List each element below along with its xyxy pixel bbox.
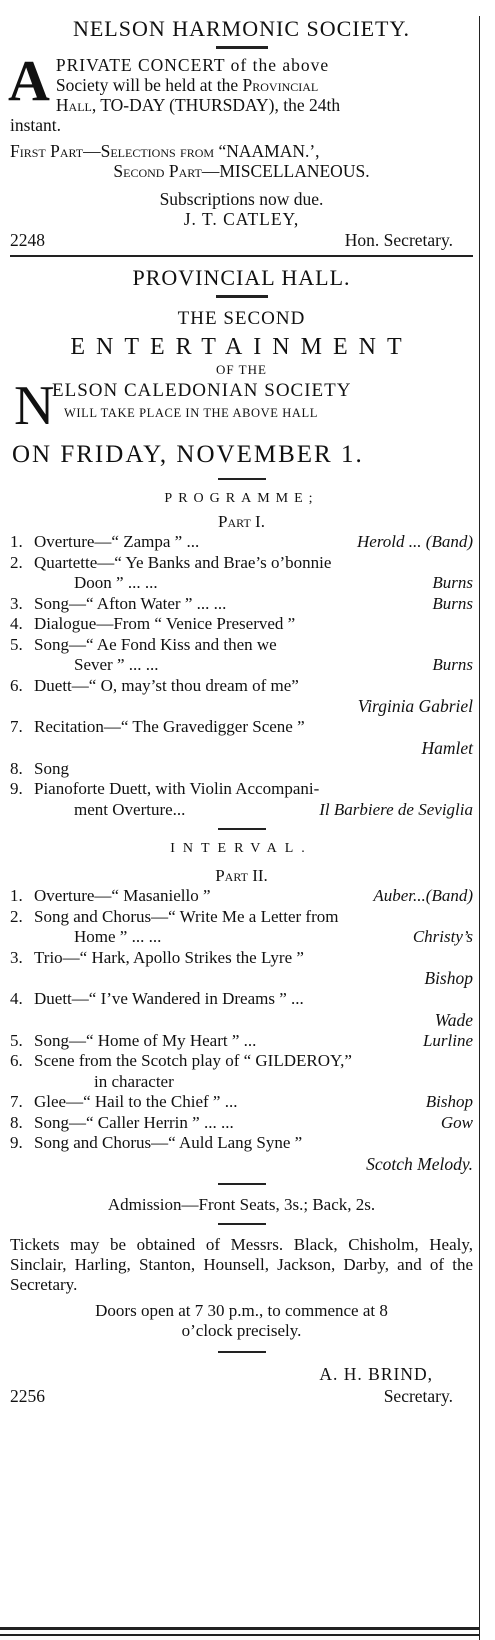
item-composer: Virginia Gabriel <box>357 696 473 716</box>
item-composer: Bishop <box>424 968 473 988</box>
hall-title-rule <box>216 295 268 298</box>
signature-rule <box>218 1351 266 1353</box>
society-drop-cap: N <box>14 375 55 437</box>
item-title: 2. Quartette—“ Ye Banks and Brae’s o’bonnie <box>10 552 332 572</box>
part-two-heading: Part II. <box>215 866 268 885</box>
item-number: 7. <box>10 1092 23 1111</box>
programme-item <box>10 1031 473 1052</box>
item-title: 8. Song <box>10 758 69 778</box>
signatory-role: Hon. Secretary. <box>344 230 453 250</box>
item-title: 1. Overture—“ Zampa ” ... <box>10 532 200 551</box>
programme-item <box>10 717 473 759</box>
concert-paragraph <box>8 48 473 135</box>
society-name: ELSON CALEDONIAN SOCIETY <box>52 380 352 401</box>
newspaper-column <box>0 16 480 1640</box>
item-number: 3. <box>10 593 23 613</box>
item-continuation: Sever ” ... ... <box>74 655 159 674</box>
item-number: 1. <box>10 886 23 905</box>
item-title: 1. Overture—“ Masaniello ” <box>10 886 211 905</box>
programme-item <box>10 779 473 820</box>
programme-item <box>10 886 473 907</box>
programme-item <box>10 1092 473 1113</box>
para-line-1: PRIVATE CONCERT of the above <box>55 55 330 75</box>
hall-ad-number: 2256 <box>10 1385 45 1406</box>
doors-line-1: Doors open at 7 30 p.m., to commence at 8 <box>95 1300 388 1320</box>
item-title: 4. Duett—“ I’ve Wandered in Dreams ” ... <box>10 989 304 1008</box>
item-title: 3. Trio—“ Hark, Apollo Strikes the Lyre ” <box>10 947 304 967</box>
programme-item <box>10 1051 473 1092</box>
item-title: 9. Pianoforte Duett, with Violin Accompani- <box>10 779 320 798</box>
item-title: 6. Duett—“ O, may’st thou dream of me” <box>10 675 299 695</box>
signatory-name: J. T. CATLEY, <box>183 209 300 229</box>
bottom-rule-thin <box>0 1634 479 1636</box>
item-continuation: in character <box>94 1071 174 1091</box>
doors-line-2: o’clock precisely. <box>181 1320 302 1340</box>
item-number: 9. <box>10 1133 23 1152</box>
item-number: 2. <box>10 552 23 572</box>
item-number: 9. <box>10 779 23 798</box>
item-number: 3. <box>10 947 23 967</box>
hall-secretary-role: Secretary. <box>383 1385 453 1406</box>
item-number: 8. <box>10 1112 23 1132</box>
programme-item <box>10 553 473 594</box>
item-title: 7. Glee—“ Hail to the Chief ” ... <box>10 1092 238 1111</box>
ad-number: 2248 <box>10 230 45 250</box>
item-title: 5. Song—“ Home of My Heart ” ... <box>10 1030 257 1050</box>
item-composer: Hamlet <box>421 737 473 758</box>
programme-item <box>10 989 473 1031</box>
programme-item <box>10 594 473 615</box>
programme-item <box>10 532 473 553</box>
tickets-rule <box>218 1223 266 1225</box>
item-composer: Lurline <box>422 1030 473 1050</box>
programme-item <box>10 1113 473 1134</box>
item-number: 7. <box>10 717 23 736</box>
entertainment-heading: ENTERTAINMENT <box>70 334 413 360</box>
harmonic-society-notice <box>10 16 473 257</box>
hall-notice-footer <box>10 1385 473 1407</box>
item-number: 5. <box>10 1030 23 1050</box>
item-composer: Herold ... (Band) <box>357 532 473 551</box>
date-rule <box>218 478 266 480</box>
item-composer: Wade <box>434 1009 473 1030</box>
item-number: 4. <box>10 989 23 1008</box>
of-the-text: OF THE <box>216 362 267 377</box>
programme-item <box>10 907 473 948</box>
item-composer: Il Barbiere de Seviglia <box>319 799 473 819</box>
item-composer: Burns <box>432 655 473 674</box>
item-title: 9. Song and Chorus—“ Auld Lang Syne ” <box>10 1133 303 1152</box>
programme-item <box>10 676 473 718</box>
item-composer: Auber...(Band) <box>373 886 473 905</box>
item-number: 6. <box>10 1051 23 1070</box>
para-line-3a: Hall <box>55 95 92 115</box>
part-one-list <box>10 532 473 820</box>
programme-item <box>10 635 473 676</box>
drop-cap: A <box>8 48 50 113</box>
item-composer: Burns <box>432 593 473 613</box>
part-one-heading: Part I. <box>218 512 265 531</box>
programme-heading: PROGRAMME; <box>164 491 319 506</box>
programme-item <box>10 759 473 780</box>
item-number: 1. <box>10 532 23 551</box>
item-composer: Burns <box>432 573 473 592</box>
item-number: 8. <box>10 758 23 778</box>
para-line-2a: Society will be held at the <box>55 75 243 95</box>
notice-footer <box>10 229 473 251</box>
subscriptions-text: Subscriptions now due. <box>159 189 324 209</box>
hall-title: PROVINCIAL HALL. <box>132 265 351 290</box>
item-title: 8. Song—“ Caller Herrin ” ... ... <box>10 1112 234 1132</box>
item-continuation: Home ” ... ... <box>74 927 162 946</box>
item-composer: Gow <box>440 1112 473 1132</box>
second-part-line: Second Part—MISCELLANEOUS. <box>113 161 370 181</box>
interval-rule <box>218 828 266 830</box>
venue-note: WILL TAKE PLACE IN THE ABOVE HALL <box>64 406 318 420</box>
item-continuation: ment Overture... <box>74 799 186 819</box>
item-title: 4. Dialogue—From “ Venice Preserved ” <box>10 614 296 633</box>
item-composer: Scotch Melody. <box>366 1153 473 1174</box>
para-line-2b: Provincial <box>242 75 319 95</box>
item-continuation: Doon ” ... ... <box>74 573 158 592</box>
item-title: 6. Scene from the Scotch play of “ GILDEROY,” <box>10 1051 352 1070</box>
para-line-3b: , TO-DAY (THURSDAY), the 24th <box>91 95 341 115</box>
item-composer: Bishop <box>425 1092 473 1111</box>
item-title: 3. Song—“ Afton Water ” ... ... <box>10 593 227 613</box>
bottom-rule <box>0 1627 479 1630</box>
event-date: ON FRIDAY, NOVEMBER 1. <box>12 441 364 468</box>
programme-item <box>10 1133 473 1175</box>
item-number: 4. <box>10 614 23 633</box>
first-part-line: First Part—Selections from “NAAMAN.’, <box>10 141 320 161</box>
society-name-block <box>10 375 473 440</box>
admission-text: Admission—Front Seats, 3s.; Back, 2s. <box>107 1194 376 1214</box>
the-second-text: THE SECOND <box>177 308 306 329</box>
item-number: 5. <box>10 634 23 654</box>
admission-rule <box>218 1183 266 1185</box>
para-line-4: instant. <box>10 115 62 135</box>
item-composer: Christy’s <box>412 927 473 946</box>
part-two-list <box>10 886 473 1175</box>
programme-item <box>10 948 473 990</box>
item-title: 5. Song—“ Ae Fond Kiss and then we <box>10 634 277 654</box>
provincial-hall-notice <box>10 265 473 1407</box>
interval-heading: INTERVAL. <box>170 841 313 856</box>
item-title: 7. Recitation—“ The Gravedigger Scene ” <box>10 717 305 736</box>
item-title: 2. Song and Chorus—“ Write Me a Letter from <box>10 906 339 926</box>
item-number: 6. <box>10 675 23 695</box>
programme-item <box>10 614 473 635</box>
title-rule <box>216 46 268 49</box>
notice-title: NELSON HARMONIC SOCIETY. <box>72 16 411 41</box>
section-divider <box>10 255 473 257</box>
tickets-text: Tickets may be obtained of Messrs. Black, Chisholm, Healy, Sinclair, Harling, Stanton, Hounsell, Jackson, Darby, and of the Secretary. <box>10 1234 473 1294</box>
item-number: 2. <box>10 906 23 926</box>
secretary-name: A. H. BRIND, <box>319 1363 433 1384</box>
